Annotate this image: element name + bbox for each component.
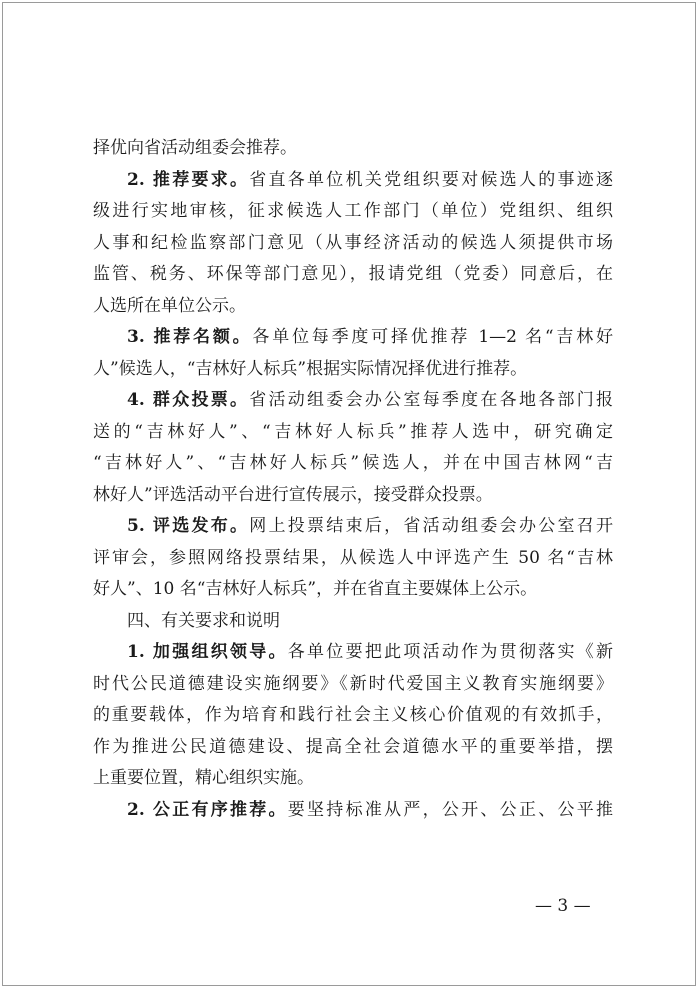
section-lead: 2. 推荐要求。	[127, 169, 250, 190]
text-line	[93, 228, 613, 260]
text-line	[93, 511, 613, 543]
line-text: 人选所在单位公示。	[93, 295, 246, 316]
line-text: 林好人”评选活动平台进行宣传展示，接受群众投票。	[93, 484, 493, 505]
section-lead: 3. 推荐名额。	[127, 327, 253, 347]
text-line	[93, 700, 613, 732]
text-line	[93, 669, 613, 701]
line-text: 作为推进公民道德建设、提高全社会道德水平的重要举措，摆	[93, 736, 613, 757]
text-line	[93, 417, 613, 449]
line-text: 的重要载体，作为培育和践行社会主义核心价值观的有效抓手，	[93, 705, 613, 725]
text-line	[93, 637, 613, 669]
text-line	[93, 165, 613, 197]
document-page	[2, 2, 696, 986]
text-line	[93, 795, 613, 827]
line-text: 四、有关要求和说明	[127, 610, 280, 631]
line-text: 送的“吉林好人”、“吉林好人标兵”推荐人选中，研究确定	[93, 421, 613, 442]
line-text: 要坚持标准从严，公开、公正、公平推	[287, 799, 613, 820]
text-line	[93, 291, 613, 323]
line-text: 省直各单位机关党组织要对候选人的事迹逐	[249, 169, 613, 190]
line-text: 上重要位置，精心组织实施。	[93, 768, 314, 788]
line-text: 人”候选人，“吉林好人标兵”根据实际情况择优进行推荐。	[93, 358, 528, 379]
text-line	[93, 133, 613, 165]
line-text: 各单位要把此项活动作为贯彻落实《新	[287, 642, 613, 662]
text-line	[93, 763, 613, 795]
line-text: 择优向省活动组委会推荐。	[93, 138, 297, 158]
text-line	[93, 574, 613, 606]
line-text: 省活动组委会办公室每季度在各地各部门报	[249, 390, 613, 410]
section-lead: 2. 公正有序推荐。	[127, 799, 288, 820]
text-line	[93, 448, 613, 480]
section-lead: 1. 加强组织领导。	[127, 642, 288, 662]
line-text: “吉林好人”、“吉林好人标兵”候选人，并在中国吉林网“吉	[93, 453, 613, 473]
line-text: 人事和纪检监察部门意见（从事经济活动的候选人须提供市场	[93, 232, 613, 253]
text-line	[93, 354, 613, 386]
text-line	[93, 385, 613, 417]
document-body	[93, 133, 613, 826]
text-line	[93, 480, 613, 512]
text-line	[93, 259, 613, 291]
line-text: 各单位每季度可择优推荐 1—2 名“吉林好	[252, 327, 613, 347]
line-text: 好人”、10 名“吉林好人标兵”，并在省直主要媒体上公示。	[93, 579, 538, 599]
text-line	[93, 322, 613, 354]
text-line	[93, 732, 613, 764]
text-line	[93, 543, 613, 575]
section-lead: 4. 群众投票。	[127, 390, 250, 410]
section-lead: 5. 评选发布。	[127, 516, 250, 536]
line-text: 网上投票结束后，省活动组委会办公室召开	[249, 516, 613, 536]
line-text: 监管、税务、环保等部门意见），报请党组（党委）同意后，在	[93, 264, 613, 284]
line-text: 时代公民道德建设实施纲要》《新时代爱国主义教育实施纲要》	[93, 673, 613, 694]
text-line	[93, 196, 613, 228]
text-line	[93, 606, 613, 638]
page-number: — 3 —	[535, 896, 591, 916]
body-text	[93, 133, 613, 826]
line-text: 评审会，参照网络投票结果，从候选人中评选产生 50 名“吉林	[93, 547, 613, 568]
line-text: 级进行实地审核，征求候选人工作部门（单位）党组织、组织	[93, 201, 613, 221]
